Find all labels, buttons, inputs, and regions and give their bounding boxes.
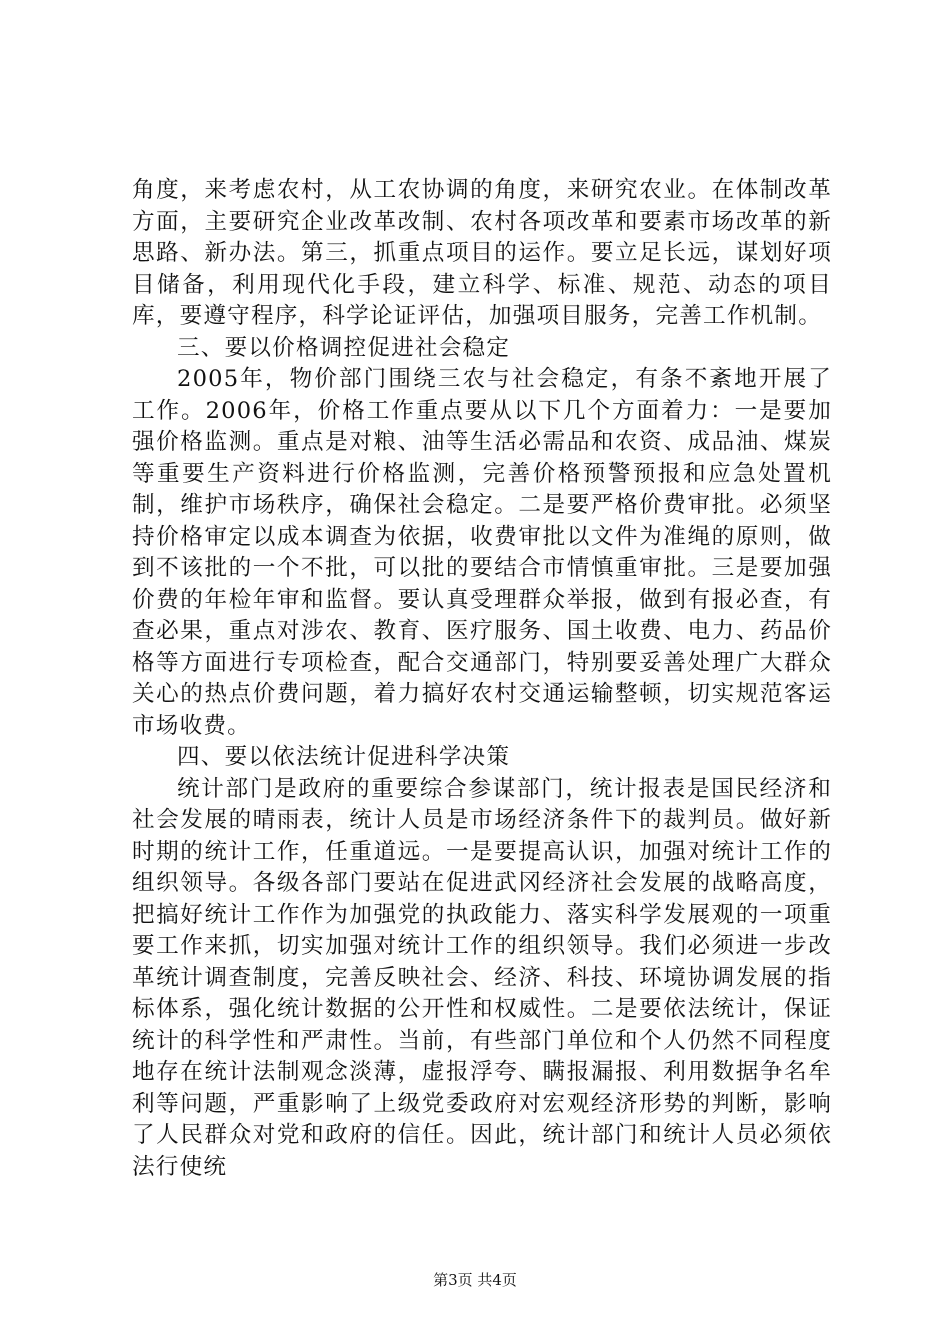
paragraph-statistics-work: 统计部门是政府的重要综合参谋部门，统计报表是国民经济和社会发展的晴雨表，统计人员是市场经济条件下的裁判员。做好新时期的统计工作，任重道远。一是要提高认识，加强对统计工作的组织领导。各级各部门要站在促进武冈经济社会发展的战略高度，把搞好统计工作作为加强党的执政能力、落实科学发展观的一项重要工作来抓，切实加强对统计工作的组织领导。我们必须进一步改革统计调查制度，完善反映社会、经济、科技、环境协调发展的指标体系，强化统计数据的公开性和权威性。二是要依法统计，保证统计的科学性和严肃性。当前，有些部门单位和个人仍然不同程度地存在统计法制观念淡薄，虚报浮夸、瞒报漏报、利用数据争名牟利等问题，严重影响了上级党委政府对宏观经济形势的判断，影响了人民群众对党和政府的信任。因此，统计部门和统计人员必须依法行使统	[132, 775, 832, 1180]
section-heading-statistics: 四、要以依法统计促进科学决策	[177, 744, 511, 770]
page-footer: 第3页 共4页	[433, 1271, 517, 1289]
document-body	[132, 175, 832, 1183]
paragraph-continuation: 角度，来考虑农村，从工农协调的角度，来研究农业。在体制改革方面，主要研究企业改革改制、农村各项改革和要素市场改革的新思路、新办法。第三，抓重点项目的运作。要立足长远，谋划好项目储备，利用现代化手段，建立科学、标准、规范、动态的项目库，要遵守程序，科学论证评估，加强项目服务，完善工作机制。	[132, 177, 832, 329]
section-heading-price-control: 三、要以价格调控促进社会稳定	[177, 334, 511, 361]
paragraph-price-work: 2005年，物价部门围绕三农与社会稳定，有条不紊地开展了工作。2006年，价格工作重点要从以下几个方面着力：一是要加强价格监测。重点是对粮、油等生活必需品和农资、成品油、煤炭等重要生产资料进行价格监测，完善价格预警预报和应急处置机制，维护市场秩序，确保社会稳定。二是要严格价费审批。必须坚持价格审定以成本调查为依据，收费审批以文件为准绳的原则，做到不该批的一个不批，可以批的要结合市情慎重审批。三是要加强价费的年检年审和监督。要认真受理群众举报，做到有报必查，有查必果，重点对涉农、教育、医疗服务、国土收费、电力、药品价格等方面进行专项检查，配合交通部门，特别要妥善处理广大群众关心的热点价费问题，着力搞好农村交通运输整顿，切实规范客运市场收费。	[132, 366, 832, 739]
